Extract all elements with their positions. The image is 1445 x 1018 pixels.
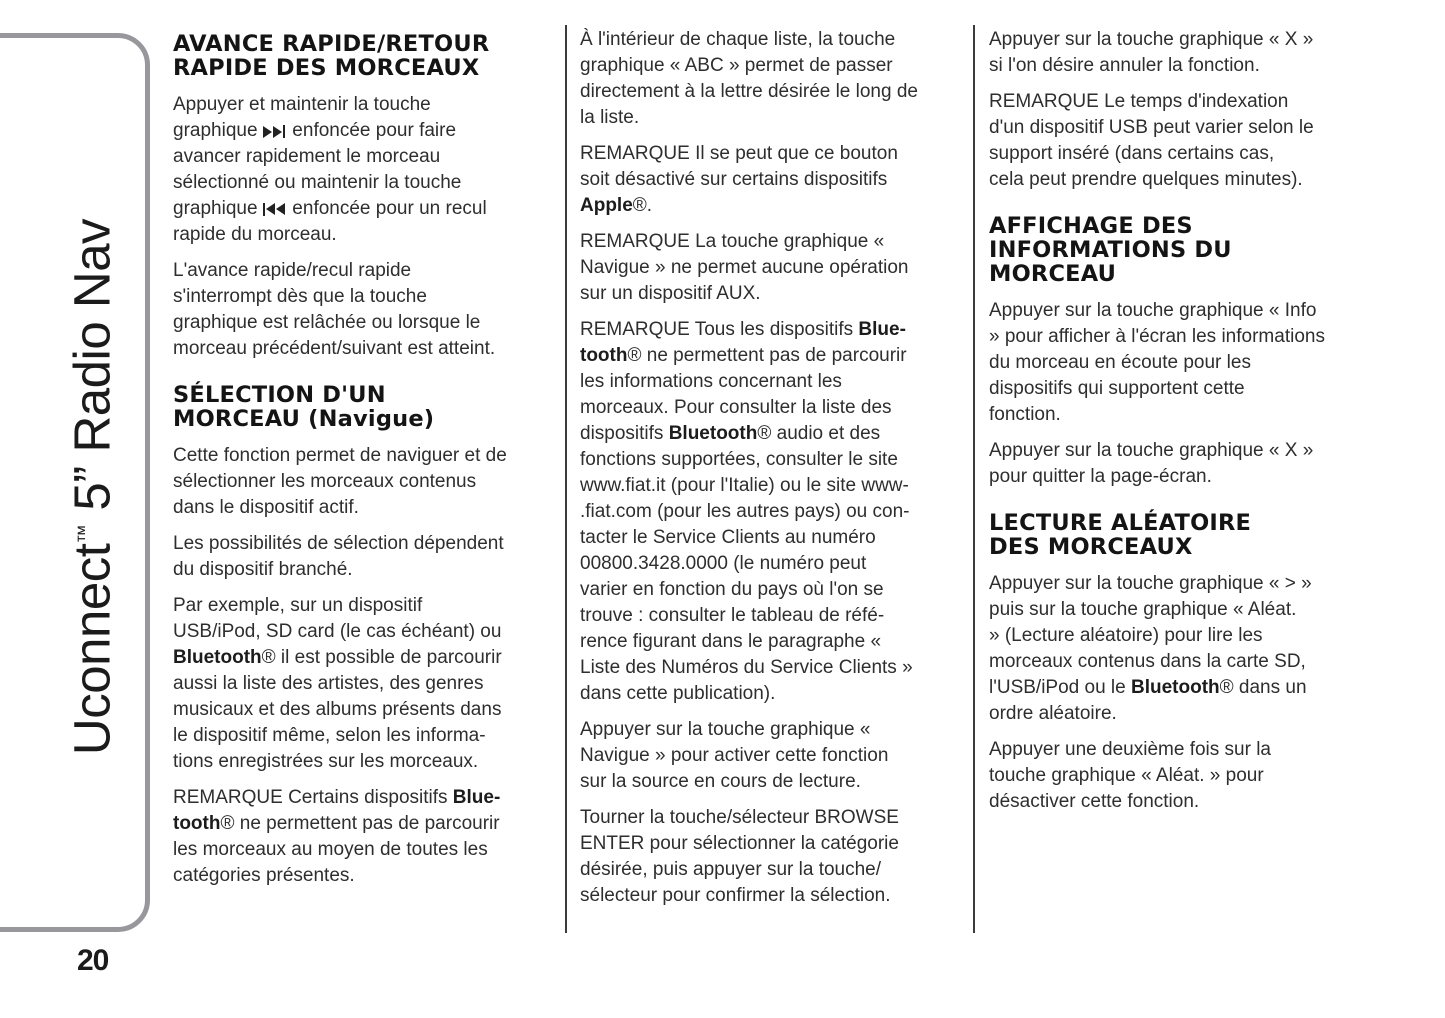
text-run: tions enregistrées sur les morceaux. (173, 751, 479, 772)
bold-text: Blue- (858, 319, 906, 340)
text-run: avancer rapidement le morceau (173, 146, 441, 167)
body-paragraph (580, 805, 968, 909)
text-run: le dispositif même, selon les informa- (173, 725, 486, 746)
text-run: fonctions supportées, consulter le site (580, 449, 898, 470)
text-run: ENTER pour sélectionner la catégorie (580, 833, 899, 854)
text-run: SÉLECTION D'UN (173, 382, 386, 408)
text-run: dans le dispositif actif. (173, 497, 359, 518)
text-run: Cette fonction permet de naviguer et de (173, 445, 507, 466)
body-paragraph (989, 27, 1377, 79)
text-run: ® dans un (1219, 677, 1307, 698)
text-run: les morceaux au moyen de toutes les (173, 839, 488, 860)
text-run: Appuyer et maintenir la touche (173, 94, 431, 115)
body-paragraph (173, 443, 559, 521)
section-heading (173, 383, 559, 431)
body-paragraph (989, 89, 1377, 193)
text-run: tacter le Service Clients au numéro (580, 527, 876, 548)
text-run: L'avance rapide/recul rapide (173, 260, 412, 281)
text-run: l'USB/iPod ou le (989, 677, 1131, 698)
text-run: Par exemple, sur un dispositif (173, 595, 423, 616)
section-heading (989, 511, 1377, 559)
text-run: morceaux contenus dans la carte SD, (989, 651, 1306, 672)
text-run: graphique (173, 120, 258, 141)
text-run: musicaux et des albums présents dans (173, 699, 502, 720)
text-run: support inséré (dans certains cas, (989, 143, 1275, 164)
text-column-2 (580, 27, 968, 919)
text-run: morceaux. Pour consulter la liste des (580, 397, 892, 418)
text-run: www.fiat.it (pour l'Italie) ou le site www- (580, 475, 909, 496)
text-run: Navigue » pour activer cette fonction (580, 745, 889, 766)
body-paragraph (580, 27, 968, 131)
text-run: dispositifs (580, 423, 669, 444)
column-divider-2 (973, 25, 975, 933)
text-run: ® ne permettent pas de parcourir (220, 813, 500, 834)
text-run: REMARQUE La touche graphique « (580, 231, 885, 252)
body-paragraph (989, 438, 1377, 490)
text-run: catégories présentes. (173, 865, 355, 886)
text-column-1 (173, 27, 559, 899)
fast-forward-icon (263, 125, 286, 138)
text-run: Tourner la touche/sélecteur BROWSE (580, 807, 899, 828)
text-run: DES MORCEAUX (989, 534, 1193, 560)
chapter-tab-label (63, 219, 122, 755)
text-run: les informations concernant les (580, 371, 842, 392)
text-run: graphique « ABC » permet de passer (580, 55, 893, 76)
text-run: du dispositif branché. (173, 559, 353, 580)
text-run: du morceau en écoute pour les (989, 352, 1251, 373)
rewind-icon (263, 203, 286, 216)
text-run: désactiver cette fonction. (989, 791, 1200, 812)
text-run: soit désactivé sur certains dispositifs (580, 169, 888, 190)
text-run: aussi la liste des artistes, des genres (173, 673, 484, 694)
text-run: dispositifs qui supportent cette (989, 378, 1245, 399)
text-run: puis sur la touche graphique « Aléat. (989, 599, 1297, 620)
text-run: À l'intérieur de chaque liste, la touche (580, 29, 896, 50)
text-run: ® audio et des (757, 423, 881, 444)
body-paragraph (173, 531, 559, 583)
text-run: graphique (173, 198, 258, 219)
text-run: désirée, puis appuyer sur la touche/ (580, 859, 882, 880)
text-run: USB/iPod, SD card (le cas échéant) ou (173, 621, 502, 642)
text-column-3 (989, 27, 1377, 825)
column-divider-1 (565, 25, 567, 933)
text-run: ordre aléatoire. (989, 703, 1117, 724)
body-paragraph (580, 317, 968, 707)
text-run: AVANCE RAPIDE/RETOUR (173, 31, 490, 57)
text-run: s'interrompt dès que la touche (173, 286, 427, 307)
text-run: INFORMATIONS DU (989, 237, 1232, 263)
text-run: Appuyer sur la touche graphique « X » (989, 440, 1314, 461)
text-run: Navigue » ne permet aucune opération (580, 257, 909, 278)
text-run: trouve : consulter le tableau de réfé- (580, 605, 885, 626)
text-run: Liste des Numéros du Service Clients » (580, 657, 913, 678)
section-heading (989, 214, 1377, 286)
text-run: sélecteur pour confirmer la sélection. (580, 885, 891, 906)
body-paragraph (580, 141, 968, 219)
text-run: » (Lecture aléatoire) pour lire les (989, 625, 1263, 646)
text-run: RAPIDE DES MORCEAUX (173, 55, 480, 81)
text-run: d'un dispositif USB peut varier selon le (989, 117, 1314, 138)
text-run: REMARQUE Certains dispositifs (173, 787, 453, 808)
text-run: fonction. (989, 404, 1061, 425)
bold-text: Bluetooth (1130, 677, 1220, 698)
bold-text: Bluetooth (173, 647, 262, 668)
text-run: cela peut prendre quelques minutes). (989, 169, 1303, 190)
text-run: dans cette publication). (580, 683, 776, 704)
text-run: Appuyer sur la touche graphique « > » (989, 573, 1312, 594)
text-run: Appuyer sur la touche graphique « (580, 719, 871, 740)
body-paragraph (989, 298, 1377, 428)
text-run: MORCEAU (989, 261, 1117, 287)
text-run: rapide du morceau. (173, 224, 337, 245)
trademark-symbol: ™ (74, 524, 97, 544)
text-run: ®. (632, 195, 653, 216)
text-run: enfoncée pour un recul (287, 198, 487, 219)
text-run: ® ne permettent pas de parcourir (627, 345, 907, 366)
text-run: si l'on désire annuler la fonction. (989, 55, 1260, 76)
body-paragraph (173, 593, 559, 775)
bold-text: Apple (580, 195, 633, 216)
text-run: sélectionné ou maintenir la touche (173, 172, 462, 193)
chapter-brand: Uconnect (63, 543, 121, 756)
body-paragraph (580, 229, 968, 307)
text-run: Les possibilités de sélection dépendent (173, 533, 504, 554)
bold-text: tooth (173, 813, 221, 834)
bold-text: Blue- (452, 787, 501, 808)
text-run: ® il est possible de parcourir (261, 647, 502, 668)
text-run: varier en fonction du pays où l'on se (580, 579, 884, 600)
text-run: MORCEAU (Navigue) (173, 406, 435, 432)
text-run: la liste. (580, 107, 640, 128)
text-run: rence figurant dans le paragraphe « (580, 631, 882, 652)
text-run: AFFICHAGE DES (989, 213, 1193, 239)
body-paragraph (989, 737, 1377, 815)
text-run: REMARQUE Il se peut que ce bouton (580, 143, 898, 164)
text-run: sur la source en cours de lecture. (580, 771, 861, 792)
text-run: pour quitter la page-écran. (989, 466, 1212, 487)
page-number: 20 (77, 944, 109, 977)
chapter-title-rest: 5” Radio Nav (63, 218, 121, 525)
section-heading (173, 32, 559, 80)
text-run: Appuyer une deuxième fois sur la (989, 739, 1271, 760)
text-run: REMARQUE Tous les dispositifs (580, 319, 859, 340)
text-run: 00800.3428.0000 (le numéro peut (580, 553, 867, 574)
text-run: .fiat.com (pour les autres pays) ou con- (580, 501, 910, 522)
text-run: touche graphique « Aléat. » pour (989, 765, 1264, 786)
bold-text: Bluetooth (668, 423, 758, 444)
text-run: LECTURE ALÉATOIRE (989, 510, 1252, 536)
bold-text: tooth (580, 345, 628, 366)
body-paragraph (580, 717, 968, 795)
text-run: directement à la lettre désirée le long de (580, 81, 918, 102)
text-run: sur un dispositif AUX. (580, 283, 761, 304)
text-run: REMARQUE Le temps d'indexation (989, 91, 1289, 112)
body-paragraph (173, 92, 559, 248)
body-paragraph (173, 258, 559, 362)
text-run: graphique est relâchée ou lorsque le (173, 312, 481, 333)
text-run: Appuyer sur la touche graphique « Info (989, 300, 1317, 321)
text-run: enfoncée pour faire (287, 120, 457, 141)
text-run: morceau précédent/suivant est atteint. (173, 338, 496, 359)
text-run: sélectionner les morceaux contenus (173, 471, 477, 492)
text-run: Appuyer sur la touche graphique « X » (989, 29, 1314, 50)
body-paragraph (173, 785, 559, 889)
body-paragraph (989, 571, 1377, 727)
text-run: » pour afficher à l'écran les informations (989, 326, 1325, 347)
